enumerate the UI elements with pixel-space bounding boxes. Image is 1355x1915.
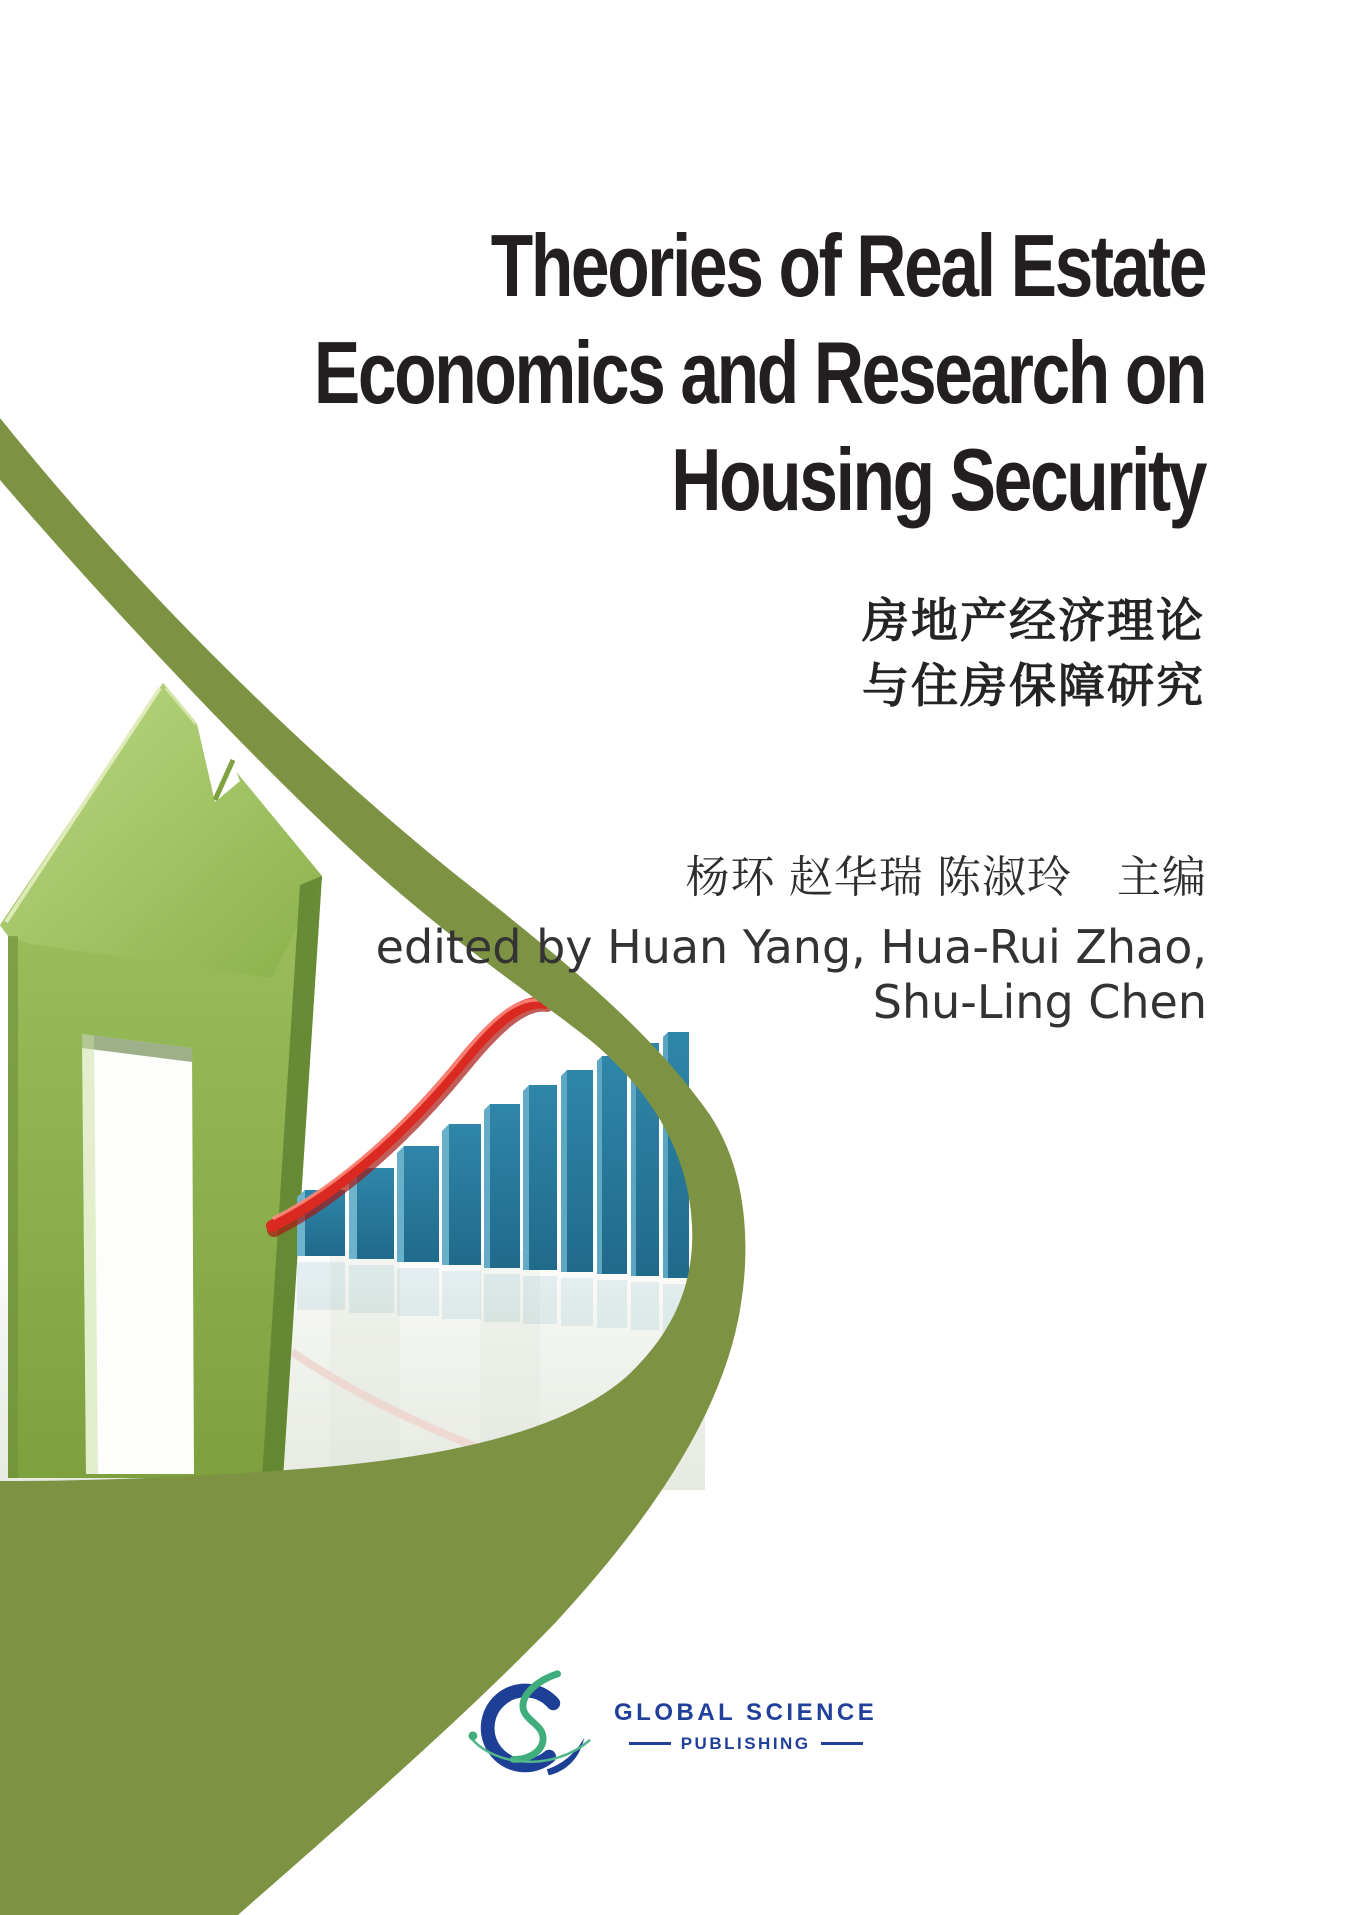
logo-dash-left bbox=[629, 1742, 671, 1745]
publisher-logo bbox=[466, 1666, 877, 1786]
subtitle-zh-line-1: 房地产经济理论 bbox=[862, 594, 1205, 647]
book-subtitle-chinese bbox=[862, 588, 1205, 718]
title-line-3: Housing Security bbox=[671, 430, 1205, 529]
logo-dot bbox=[468, 1731, 477, 1740]
logo-dash-right bbox=[821, 1742, 863, 1745]
publisher-name-block bbox=[614, 1699, 877, 1754]
editors-english bbox=[376, 920, 1207, 1030]
editors-en-line-1: edited by Huan Yang, Hua-Rui Zhao, bbox=[375, 920, 1207, 974]
title-line-2: Economics and Research on bbox=[313, 323, 1205, 422]
editors-en-line-2: Shu-Ling Chen bbox=[872, 975, 1207, 1029]
publisher-tagline: PUBLISHING bbox=[680, 1733, 811, 1753]
subtitle-zh-line-2: 与住房保障研究 bbox=[862, 659, 1205, 712]
house-icon bbox=[0, 683, 322, 1478]
book-title bbox=[77, 212, 1205, 533]
publisher-logo-icon bbox=[466, 1666, 596, 1786]
title-line-1: Theories of Real Estate bbox=[490, 216, 1205, 315]
publisher-name: GLOBAL SCIENCE bbox=[614, 1698, 878, 1726]
editors-chinese: 杨环 赵华瑞 陈淑玲 主编 bbox=[685, 853, 1207, 902]
house-door bbox=[82, 1034, 194, 1474]
